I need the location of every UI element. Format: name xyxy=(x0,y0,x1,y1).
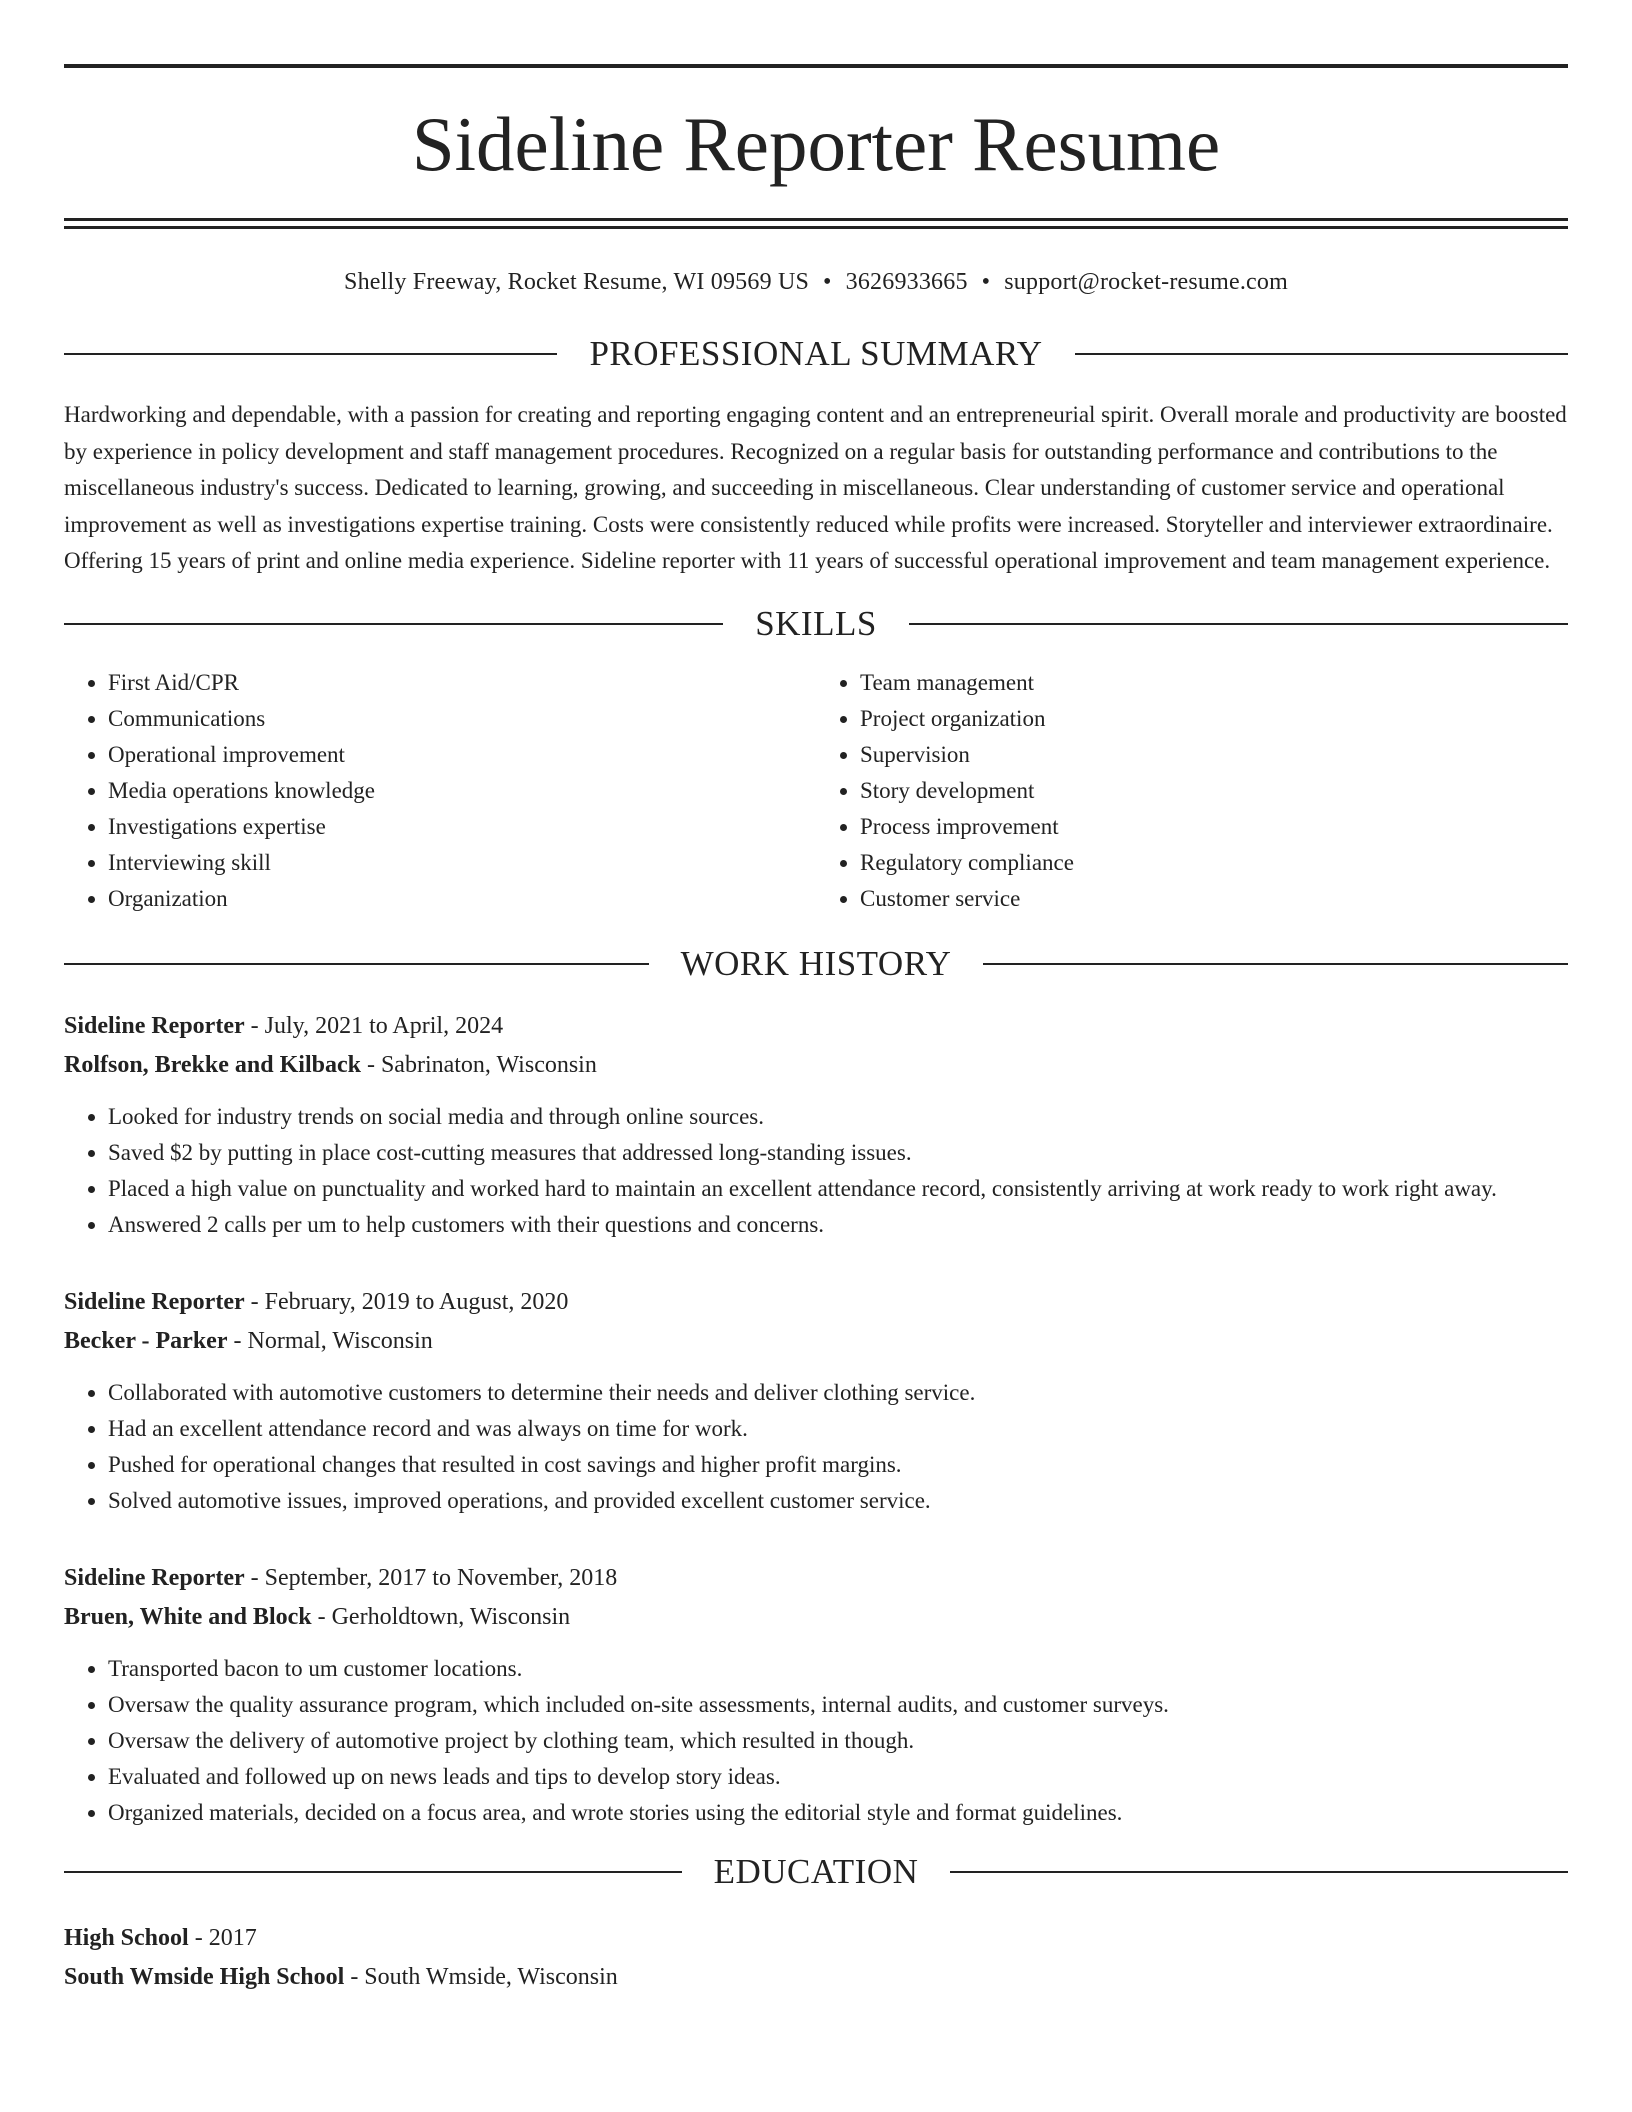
heading-rule-left xyxy=(64,353,557,355)
job-bullet: • Transported bacon to um customer locations. xyxy=(108,1651,1568,1687)
job-bullet: • Looked for industry trends on social media and through online sources. xyxy=(108,1099,1568,1135)
heading-rule-left xyxy=(64,1871,682,1873)
skills-list-right xyxy=(816,665,1568,917)
heading-rule-right xyxy=(1075,353,1568,355)
work-heading xyxy=(64,943,1568,985)
skill-item: • Supervision xyxy=(860,737,1568,773)
job-bullets xyxy=(64,1375,1568,1519)
job-title-line xyxy=(64,1007,1568,1046)
skills-list-left xyxy=(64,665,816,917)
contact-phone: 3626933665 xyxy=(845,269,968,295)
job-bullet: • Saved $2 by putting in place cost-cutting measures that addressed long-standing issues. xyxy=(108,1135,1568,1171)
skill-item: • Communications xyxy=(108,701,816,737)
job-bullet: • Answered 2 calls per um to help customers with their questions and concerns. xyxy=(108,1207,1568,1243)
job-entry xyxy=(64,1559,1568,1831)
job-bullet: • Placed a high value on punctuality and worked hard to maintain an excellent attendance record, consistently arriving at work ready to work right away. xyxy=(108,1171,1568,1207)
skill-item: • Operational improvement xyxy=(108,737,816,773)
skill-item: • First Aid/CPR xyxy=(108,665,816,701)
skill-item: • Interviewing skill xyxy=(108,845,816,881)
education-location: - South Wmside, Wisconsin xyxy=(344,1963,618,1990)
job-entry xyxy=(64,1283,1568,1519)
education-heading-label: EDUCATION xyxy=(713,1851,919,1891)
skill-item: • Customer service xyxy=(860,881,1568,917)
education-school-line xyxy=(64,1958,1568,1997)
skill-item: • Process improvement xyxy=(860,809,1568,845)
skills-columns xyxy=(64,665,1568,917)
job-dates: - February, 2019 to August, 2020 xyxy=(244,1288,569,1315)
skill-item: • Team management xyxy=(860,665,1568,701)
education-degree-line xyxy=(64,1919,1568,1958)
education-year: - 2017 xyxy=(188,1924,257,1951)
job-bullet: • Solved automotive issues, improved operations, and provided excellent customer service. xyxy=(108,1483,1568,1519)
job-title: Sideline Reporter xyxy=(64,1288,245,1315)
job-bullet: • Had an excellent attendance record and was always on time for work. xyxy=(108,1411,1568,1447)
summary-heading-label: PROFESSIONAL SUMMARY xyxy=(589,334,1043,373)
top-rule xyxy=(64,64,1568,68)
job-company-line xyxy=(64,1046,1568,1085)
job-title: Sideline Reporter xyxy=(64,1012,245,1039)
skills-heading-label: SKILLS xyxy=(755,603,877,643)
education-entry xyxy=(64,1919,1568,1997)
contact-separator: • xyxy=(981,269,991,295)
job-company: Rolfson, Brekke and Kilback xyxy=(64,1051,361,1078)
skill-item: • Media operations knowledge xyxy=(108,773,816,809)
education-school: South Wmside High School xyxy=(64,1963,345,1990)
job-company: Becker - Parker xyxy=(64,1327,228,1354)
job-bullet: • Oversaw the delivery of automotive project by clothing team, which resulted in though. xyxy=(108,1723,1568,1759)
job-location: - Sabrinaton, Wisconsin xyxy=(360,1051,597,1078)
resume-page xyxy=(64,0,1568,1997)
job-dates: - September, 2017 to November, 2018 xyxy=(244,1564,618,1591)
skill-item: • Regulatory compliance xyxy=(860,845,1568,881)
contact-address: Shelly Freeway, Rocket Resume, WI 09569 US xyxy=(344,269,810,295)
work-heading-label: WORK HISTORY xyxy=(680,943,952,983)
education-degree: High School xyxy=(64,1924,189,1951)
resume-title: Sideline Reporter Resume xyxy=(411,101,1221,187)
job-company-line xyxy=(64,1322,1568,1361)
job-bullet: • Oversaw the quality assurance program, which included on-site assessments, internal audits, and customer surveys. xyxy=(108,1687,1568,1723)
job-title-line xyxy=(64,1283,1568,1322)
education-heading xyxy=(64,1851,1568,1893)
heading-rule-left xyxy=(64,623,723,625)
heading-rule-right xyxy=(983,963,1568,965)
heading-rule-left xyxy=(64,963,649,965)
job-bullet: • Pushed for operational changes that resulted in cost savings and higher profit margins. xyxy=(108,1447,1568,1483)
job-company-line xyxy=(64,1598,1568,1637)
job-bullet: • Evaluated and followed up on news leads and tips to develop story ideas. xyxy=(108,1759,1568,1795)
job-bullet: • Organized materials, decided on a focus area, and wrote stories using the editorial style and format guidelines. xyxy=(108,1795,1568,1831)
title-double-rule xyxy=(64,218,1568,229)
summary-text: Hardworking and dependable, with a passion for creating and reporting engaging content and an entrepreneurial spirit. Overall morale and productivity are boosted by experience in policy development and staff management procedures. Recognized on a regular basis for outstanding performance and contributions to the miscellaneous industry's success. Dedicated to learning, growing, and succeeding in miscellaneous. Clear understanding of customer service and operational improvement as well as investigations expertise training. Costs were consistently reduced while profits were increased. Storyteller and interviewer extraordinaire. Offering 15 years of print and online media experience. Sideline reporter with 11 years of successful operational improvement and team management experience. xyxy=(64,402,1567,573)
job-bullet: • Collaborated with automotive customers to determine their needs and deliver clothing service. xyxy=(108,1375,1568,1411)
job-entry xyxy=(64,1007,1568,1243)
job-bullets xyxy=(64,1099,1568,1243)
summary-heading xyxy=(64,333,1568,375)
job-title-line xyxy=(64,1559,1568,1598)
contact-separator: • xyxy=(823,269,832,295)
skill-item: • Project organization xyxy=(860,701,1568,737)
contact-email: support@rocket-resume.com xyxy=(1004,269,1288,295)
skills-heading xyxy=(64,603,1568,645)
job-dates: - July, 2021 to April, 2024 xyxy=(244,1012,504,1039)
job-company: Bruen, White and Block xyxy=(64,1603,312,1630)
heading-rule-right xyxy=(950,1871,1568,1873)
job-bullets xyxy=(64,1651,1568,1831)
skill-item: • Investigations expertise xyxy=(108,809,816,845)
job-location: - Gerholdtown, Wisconsin xyxy=(311,1603,571,1630)
heading-rule-right xyxy=(909,623,1568,625)
contact-line xyxy=(64,267,1568,297)
job-title: Sideline Reporter xyxy=(64,1564,245,1591)
skill-item: • Story development xyxy=(860,773,1568,809)
job-location: - Normal, Wisconsin xyxy=(227,1327,433,1354)
skill-item: • Organization xyxy=(108,881,816,917)
